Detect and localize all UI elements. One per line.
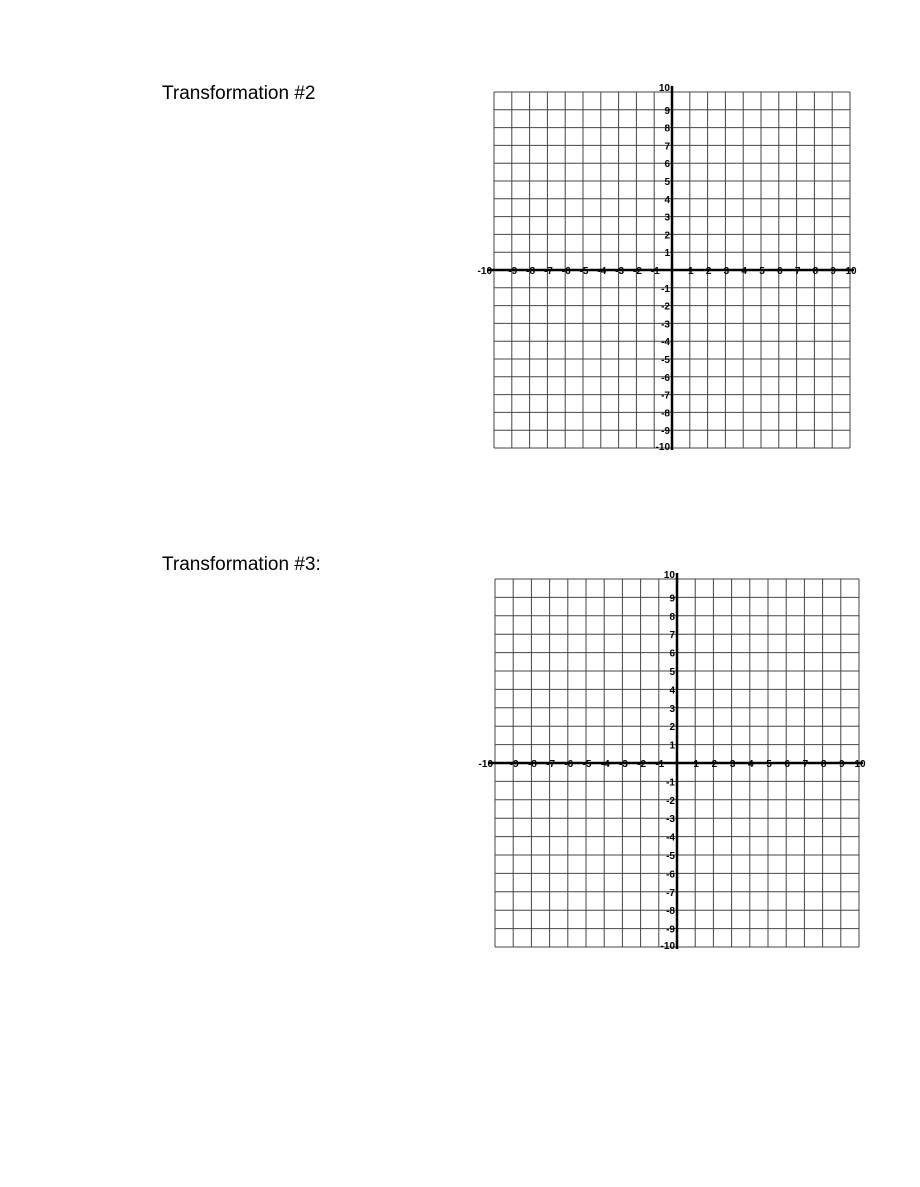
x-tick-label: -5 (579, 266, 589, 277)
x-tick-label: 8 (812, 266, 819, 277)
x-tick-label: 10 (854, 759, 866, 770)
y-tick-label: 5 (664, 177, 670, 188)
x-tick-label: -4 (597, 266, 607, 277)
y-tick-label: -6 (661, 372, 670, 384)
y-tick-label: -9 (661, 426, 670, 438)
y-tick-label: -9 (666, 924, 675, 936)
y-tick-label: 4 (669, 685, 675, 697)
y-tick-label: -2 (666, 795, 675, 807)
x-tick-label: 1 (688, 266, 694, 277)
x-tick-label: -2 (637, 759, 647, 770)
y-tick-label: 2 (669, 722, 675, 734)
x-tick-label: -10 (477, 266, 492, 277)
coordinate-grid-transformation-2 (470, 78, 860, 458)
x-tick-label: -7 (543, 266, 553, 277)
y-tick-label: 8 (664, 123, 670, 135)
y-tick-label: 7 (669, 630, 675, 642)
x-tick-label: 2 (705, 266, 712, 277)
y-tick-label: 6 (664, 159, 670, 171)
x-tick-label: -9 (508, 266, 518, 277)
y-tick-label: 10 (663, 570, 675, 581)
y-tick-label: -4 (666, 832, 675, 844)
x-tick-label: 10 (845, 266, 857, 277)
y-tick-label: 8 (669, 611, 675, 623)
y-tick-label: -8 (666, 906, 675, 918)
y-tick-label: -4 (661, 337, 670, 349)
x-tick-label: 9 (839, 759, 845, 770)
section-heading-transformation-2: Transformation #2 (162, 83, 316, 104)
y-tick-label: -3 (666, 814, 675, 826)
x-tick-label: -7 (546, 759, 556, 770)
x-tick-label: 7 (794, 266, 801, 277)
y-tick-label: -7 (661, 390, 670, 402)
y-tick-label: 3 (669, 703, 675, 715)
x-tick-label: -4 (600, 759, 610, 770)
y-tick-label: 5 (669, 667, 675, 678)
y-tick-label: -10 (655, 442, 670, 453)
x-tick-label: 5 (759, 266, 765, 277)
x-tick-label: 3 (729, 759, 736, 770)
x-tick-label: -3 (615, 266, 625, 277)
x-tick-label: -5 (582, 759, 592, 770)
x-tick-label: 1 (693, 759, 699, 770)
y-tick-label: -10 (660, 941, 675, 952)
x-tick-label: -1 (650, 266, 660, 277)
x-tick-label: 8 (820, 759, 827, 770)
x-tick-label: -6 (561, 266, 571, 277)
y-tick-label: 9 (669, 593, 675, 605)
x-tick-label: 7 (802, 759, 809, 770)
x-tick-label: -2 (632, 266, 642, 277)
x-tick-label: -8 (526, 266, 536, 277)
x-tick-label: 2 (711, 759, 718, 770)
x-tick-label: 9 (830, 266, 836, 277)
y-tick-label: 9 (664, 105, 670, 117)
y-tick-label: 10 (658, 83, 670, 94)
y-tick-label: -2 (661, 301, 670, 313)
x-tick-label: 6 (777, 266, 783, 277)
x-tick-label: 4 (741, 266, 747, 277)
x-tick-label: -6 (564, 759, 574, 770)
y-tick-label: 1 (664, 248, 670, 260)
y-tick-label: -6 (666, 869, 675, 881)
coordinate-grid-transformation-3 (470, 565, 870, 955)
y-tick-label: -1 (666, 777, 675, 789)
y-tick-label: -7 (666, 887, 675, 899)
y-tick-label: 3 (664, 212, 670, 224)
x-tick-label: 3 (723, 266, 730, 277)
y-tick-label: 7 (664, 141, 670, 153)
y-tick-label: -5 (666, 851, 675, 862)
y-tick-label: 1 (669, 740, 675, 752)
x-tick-label: -9 (509, 759, 519, 770)
x-tick-label: -10 (478, 759, 493, 770)
y-tick-label: 6 (669, 648, 675, 660)
x-tick-label: 5 (766, 759, 772, 770)
y-tick-label: -8 (661, 408, 670, 420)
x-tick-label: -1 (655, 759, 665, 770)
y-tick-label: 4 (664, 194, 670, 206)
y-tick-label: 2 (664, 230, 670, 242)
x-tick-label: -3 (618, 759, 628, 770)
y-tick-label: -1 (661, 283, 670, 295)
x-tick-label: 6 (784, 759, 790, 770)
x-tick-label: 4 (748, 759, 754, 770)
x-tick-label: -8 (527, 759, 537, 770)
y-tick-label: -3 (661, 319, 670, 331)
section-heading-transformation-3: Transformation #3: (162, 554, 321, 575)
y-tick-label: -5 (661, 355, 670, 366)
